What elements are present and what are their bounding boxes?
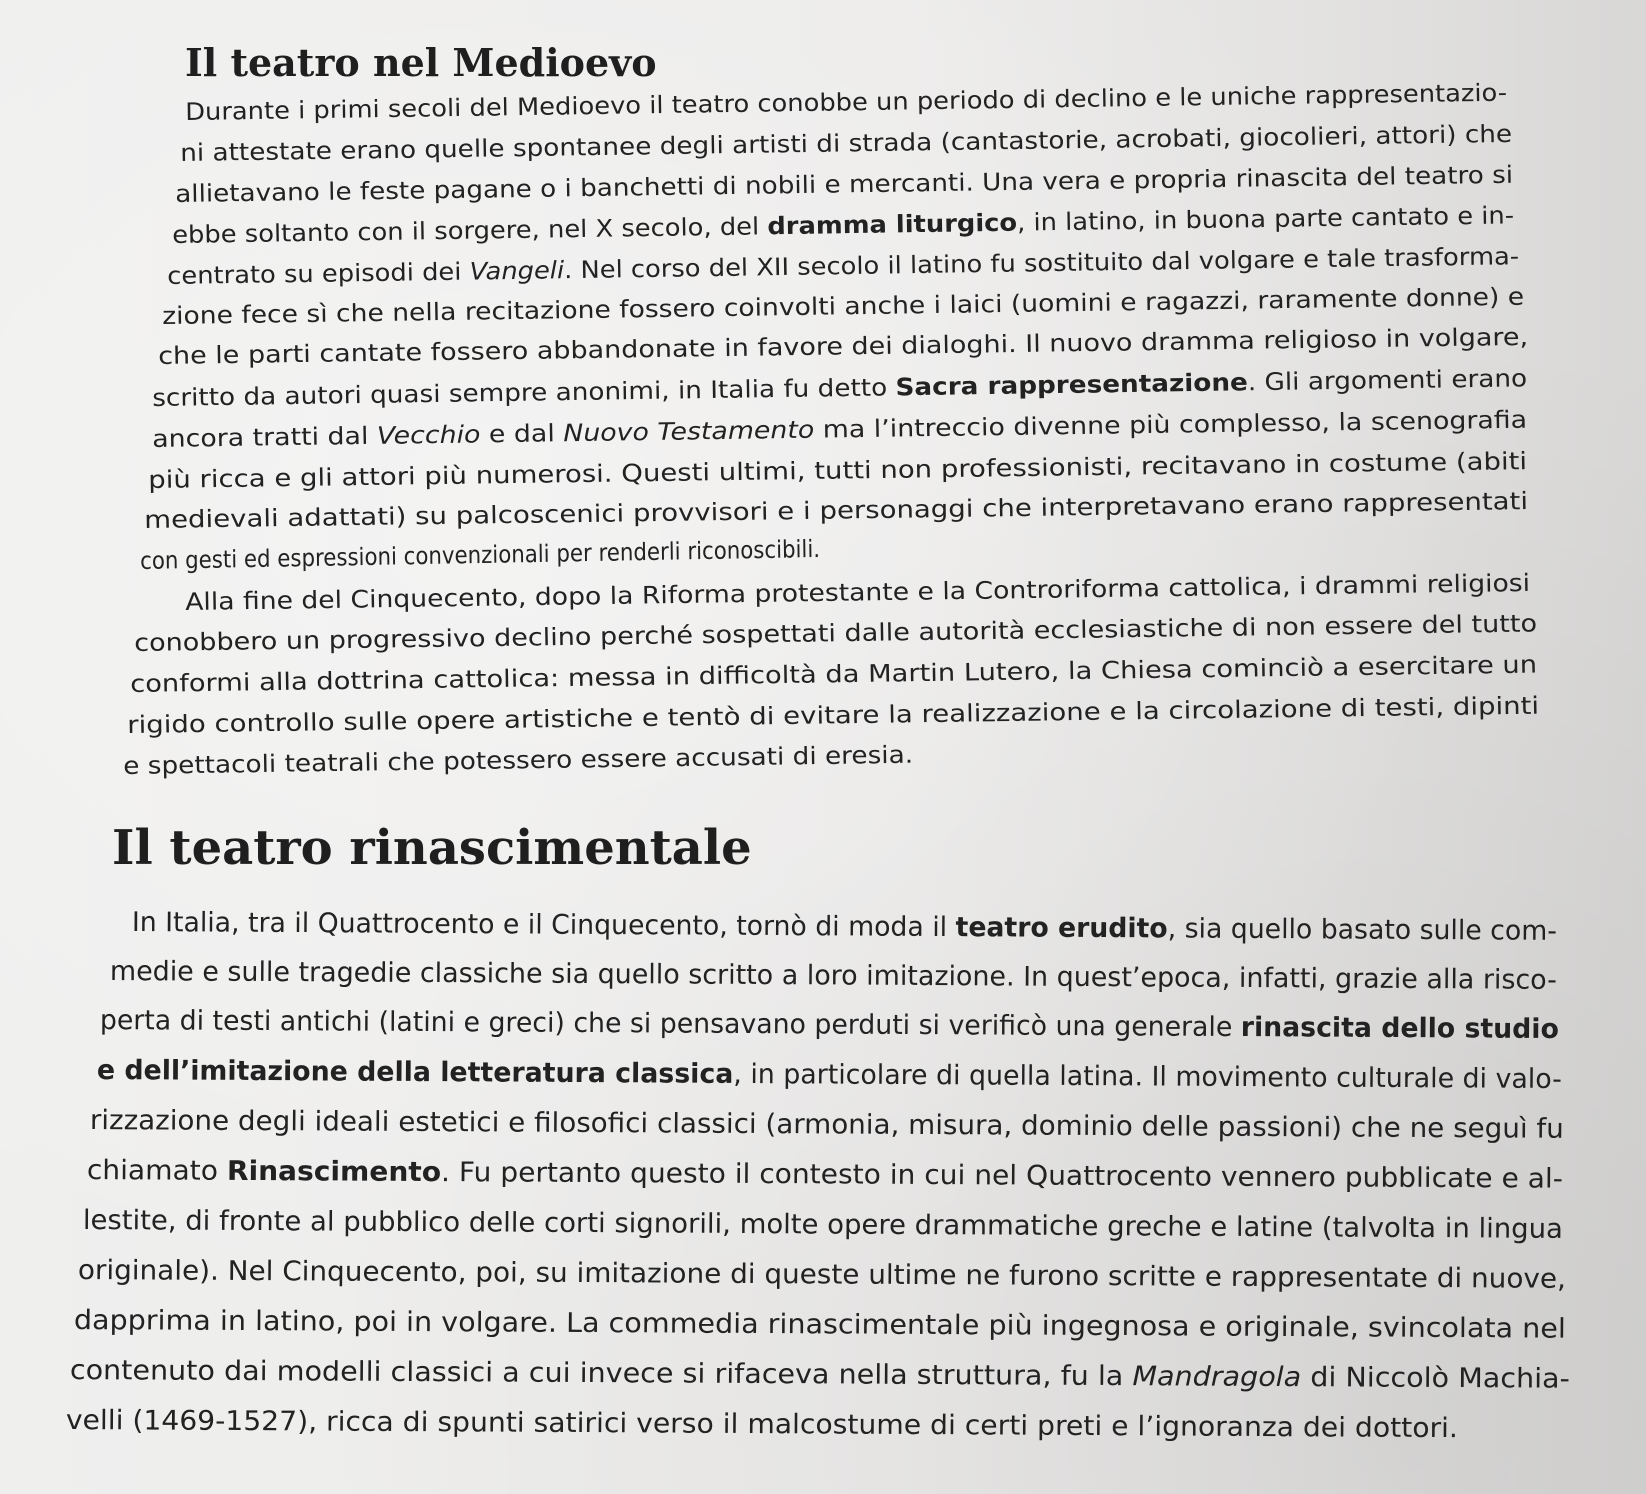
medioevo-line <box>151 405 1528 453</box>
text-run: conobbero un progressivo declino perché sospettati dalle autorità ecclesiastiche di non essere del tutto <box>133 609 1538 657</box>
text-run: chiamato <box>86 1155 227 1187</box>
text-run: più ricca e gli attori più numerosi. Questi ultimi, tutti non professionisti, recitavano in costume (abiti <box>147 447 1528 494</box>
medioevo-line <box>174 160 1514 208</box>
medioevo-line <box>184 568 1531 616</box>
italic-title: Vangeli <box>469 256 565 286</box>
bold-term: rinascita dello studio <box>1240 1012 1559 1046</box>
text-run: . Gli argomenti erano <box>1247 364 1528 397</box>
medioevo-line <box>161 282 1525 330</box>
rinascimentale-line <box>110 958 1557 994</box>
text-run: ma l’intreccio divenne più complesso, la scenografia <box>814 405 1528 444</box>
text-run: rigido controllo sulle opere artistiche e tentò di evitare la realizzazione e la circolazione di testi, dipinti <box>126 691 1540 739</box>
section-title-rinascimentale: Il teatro rinascimentale <box>112 820 752 876</box>
rinascimentale-line <box>99 1005 1559 1046</box>
text-run: velli (1469-1527), ricca di spunti satirici verso il malcostume di certi preti e l’ignoranza dei dottori. <box>65 1405 1458 1445</box>
text-run: che le parti cantate fossero abbandonate in favore dei dialoghi. Il nuovo dramma religioso in volgare, <box>157 322 1529 370</box>
text-run: zione fece sì che nella recitazione fossero coinvolti anche i laici (uomini e ragazzi, raramente donne) e <box>161 282 1525 330</box>
rinascimentale-line <box>83 1207 1563 1243</box>
text-run: e dal <box>480 419 564 449</box>
text-run: allietavano le feste pagane o i banchetti di nobili e mercanti. Una vera e propria rinascita del teatro si <box>174 160 1514 208</box>
rinascimentale-line <box>70 1357 1570 1393</box>
rinascimentale-line <box>78 1257 1566 1293</box>
text-run: medie e sulle tragedie classiche sia quello scritto a loro imitazione. In quest’epoca, infatti, grazie alla risco- <box>109 956 1557 996</box>
text-run: centrato su episodi dei <box>166 257 470 290</box>
text-run: lestite, di fronte al pubblico delle corti signorili, molte opere drammatiche greche e latine (talvolta in lingua <box>82 1205 1564 1245</box>
italic-title: Mandragola <box>1132 1361 1302 1394</box>
medioevo-line <box>144 489 1528 532</box>
medioevo-line <box>157 322 1529 370</box>
bold-term: teatro erudito <box>955 912 1168 945</box>
text-run: conformi alla dottrina cattolica: messa in difficoltà da Martin Lutero, la Chiesa cominciò a esercitare un <box>129 650 1538 698</box>
medioevo-line <box>122 740 914 780</box>
rinascimentale-line <box>65 1405 1458 1445</box>
text-run: originale). Nel Cinquecento, poi, su imitazione di queste ultime ne furono scritte e rappresentate di nuove, <box>77 1255 1566 1295</box>
medioevo-line <box>179 119 1513 167</box>
text-run: Alla fine del Cinquecento, dopo la Riforma protestante e la Controriforma cattolica, i drammi religiosi <box>184 568 1531 616</box>
text-run: ni attestate erano quelle spontanee degli artisti di strada (cantastorie, acrobati, giocolieri, attori) che <box>179 119 1513 167</box>
bold-term: Sacra rappresentazione <box>895 368 1249 402</box>
medioevo-line <box>172 203 1514 247</box>
medioevo-line <box>129 650 1538 698</box>
text-run: medievali adattati) su palcoscenici provvisori e i personaggi che interpretavano erano rappresentati <box>143 487 1529 534</box>
text-run: con gesti ed espressioni convenzionali per renderli riconoscibili. <box>139 534 821 575</box>
text-run: , sia quello basato sulle com- <box>1167 913 1557 947</box>
text-run: ancora tratti dal <box>151 421 378 453</box>
text-run: scritto da autori quasi sempre anonimi, in Italia fu detto <box>151 373 896 412</box>
text-run: perta di testi antichi (latini e greci) che si pensavano perduti si verificò una generale <box>99 1005 1241 1044</box>
rinascimentale-line <box>132 909 1557 945</box>
medioevo-line <box>126 691 1540 739</box>
medioevo-line <box>139 534 821 575</box>
text-run: , in latino, in buona parte cantato e in- <box>1016 201 1515 237</box>
medioevo-line <box>184 78 1508 126</box>
medioevo-line <box>167 244 1519 288</box>
text-run: di Niccolò Machia- <box>1301 1362 1571 1395</box>
section-title-medioevo: Il teatro nel Medioevo <box>185 40 657 85</box>
italic-title: Nuovo Testamento <box>563 415 815 448</box>
text-run: . Fu pertanto questo il contesto in cui nel Quattrocento vennero pubblicate e al- <box>440 1157 1563 1195</box>
bold-term: dramma liturgico <box>767 208 1018 241</box>
text-run: contenuto dai modelli classici a cui invece si rifaceva nella struttura, fu la <box>69 1355 1133 1393</box>
text-run: . Nel corso del XII secolo il latino fu sostituito dal volgare e tale trasforma- <box>563 242 1520 285</box>
rinascimentale-line <box>74 1307 1566 1343</box>
medioevo-line <box>148 449 1527 492</box>
text-run: e spettacoli teatrali che potessero essere accusati di eresia. <box>122 740 914 780</box>
text-run: Durante i primi secoli del Medioevo il teatro conobbe un periodo di declino e le uniche rappresentazio- <box>184 78 1508 126</box>
rinascimentale-line <box>87 1157 1563 1193</box>
text-run: , in particolare di quella latina. Il movimento culturale di valo- <box>733 1058 1562 1096</box>
bold-term: e dell’imitazione della letteratura classica <box>96 1055 734 1090</box>
text-run: In Italia, tra il Quattrocento e il Cinquecento, tornò di moda il <box>131 907 956 944</box>
medioevo-line <box>152 366 1527 410</box>
rinascimentale-line <box>96 1055 1562 1096</box>
bold-term: Rinascimento <box>226 1155 442 1189</box>
text-run: dapprima in latino, poi in volgare. La commedia rinascimentale più ingegnosa e originale, svincolata nel <box>73 1305 1566 1345</box>
text-run: rizzazione degli ideali estetici e filosofici classici (armonia, misura, dominio delle passioni) che ne seguì fu <box>89 1105 1564 1145</box>
rinascimentale-line <box>90 1107 1564 1143</box>
italic-title: Vecchio <box>376 420 481 450</box>
medioevo-line <box>134 611 1537 655</box>
text-run: ebbe soltanto con il sorgere, nel X secolo, del <box>171 212 768 249</box>
